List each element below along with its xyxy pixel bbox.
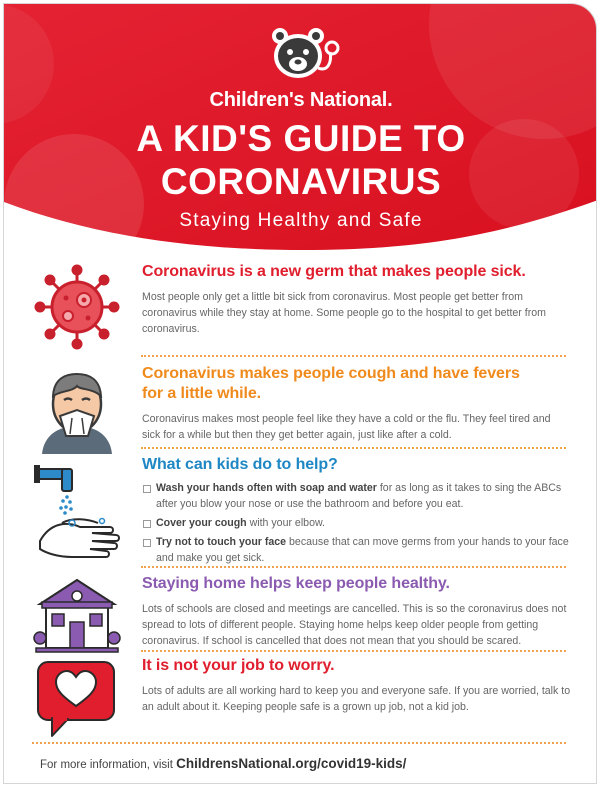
section-heading: Coronavirus is a new germ that makes people sick. <box>142 263 526 280</box>
org-logo <box>4 22 597 112</box>
title-line-1: A KID'S GUIDE TO <box>136 118 466 159</box>
tips-list <box>142 480 572 566</box>
bear-logo-icon <box>256 22 346 84</box>
house-icon <box>32 574 122 664</box>
section-body: Coronavirus makes most people feel like they have a cold or the flu. They feel tired and sick for a while but then they get better again, just like after a cold. <box>142 413 551 441</box>
section-body: Lots of schools are closed and meetings are cancelled. This is so the coronavirus does not spread to lots of different people. Staying home helps keep older people from getting coronavirus. If school is cancelled that does not mean that you should be scared. <box>142 603 567 647</box>
list-item <box>142 534 572 566</box>
divider <box>141 566 566 568</box>
section-body: Most people only get a little bit sick from coronavirus. Most people get better from coronavirus while they stay at home. Some people go to the hospital to get better from coronavirus. <box>142 291 546 335</box>
tip-bold: Cover your cough <box>156 517 247 529</box>
heart-speech-bubble-icon <box>32 656 122 746</box>
handwashing-icon <box>32 461 122 561</box>
footer-text: For more information, visit <box>40 759 177 771</box>
subtitle: Staying Healthy and Safe <box>179 210 423 231</box>
divider <box>32 742 566 744</box>
section-heading: It is not your job to worry. <box>142 657 335 674</box>
footer-link[interactable]: ChildrensNational.org/covid19-kids/ <box>176 756 407 771</box>
virus-icon <box>32 262 122 352</box>
sneezing-person-icon <box>32 364 122 454</box>
tip-bold: Try not to touch your face <box>156 536 287 548</box>
divider <box>141 355 566 357</box>
section-body: Lots of adults are all working hard to keep you and everyone safe. If you are worried, talk to an adult about it. Keeping people safe is a grown up job, not a kid job. <box>142 685 571 713</box>
list-item <box>142 515 572 531</box>
tip-text: because that can move germs from your hands to your face and make you get sick. <box>156 536 569 564</box>
title-line-2: CORONAVIRUS <box>160 161 442 202</box>
list-item <box>142 480 572 512</box>
section-heading-line-1: Coronavirus makes people cough and have fevers <box>142 365 520 382</box>
section-heading: Staying home helps keep people healthy. <box>142 575 450 592</box>
tip-text: for as long as it takes to sing the ABCs after you blow your nose or use the bathroom and before you eat. <box>156 482 562 510</box>
tip-bold: Wash your hands often with soap and water <box>156 482 377 494</box>
section-heading: What can kids do to help? <box>142 456 338 473</box>
section-heading-line-2: for a little while. <box>142 385 262 402</box>
tip-text: with your elbow. <box>246 517 325 529</box>
divider <box>141 650 566 652</box>
divider <box>141 447 566 449</box>
header-banner <box>4 4 597 254</box>
guide-card <box>3 3 597 784</box>
org-name: Children's National. <box>209 89 393 111</box>
footer <box>40 756 406 771</box>
